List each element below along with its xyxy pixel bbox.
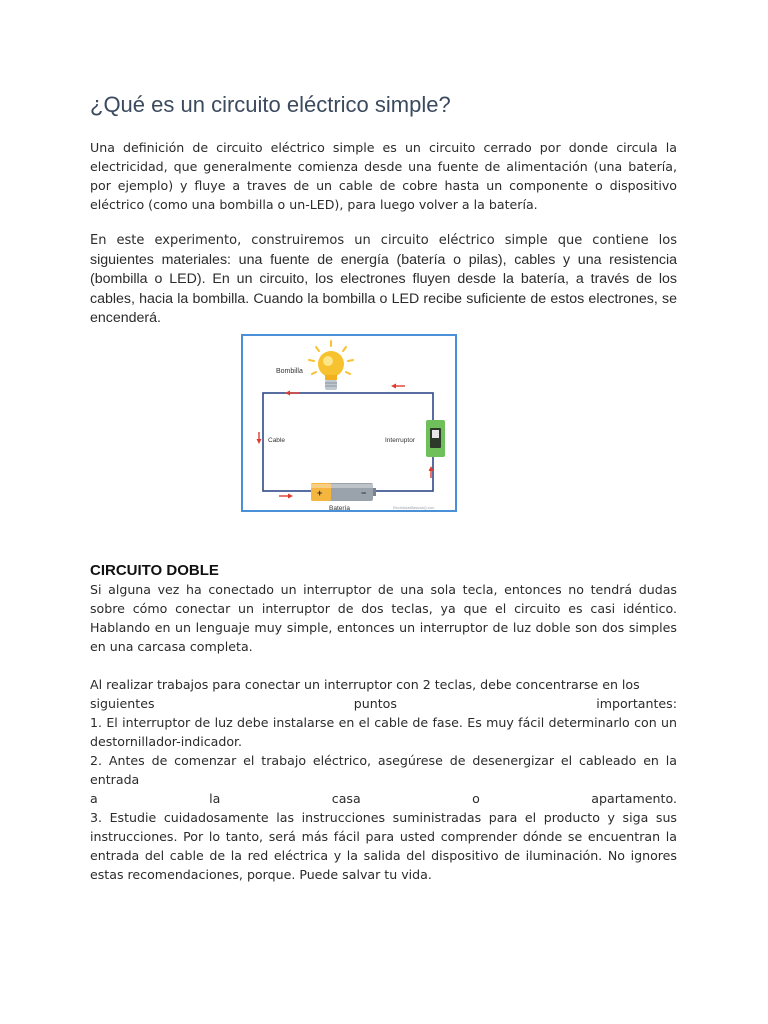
switch-icon xyxy=(426,420,445,457)
battery-label: Batería xyxy=(329,505,350,510)
section-heading: CIRCUITO DOBLE xyxy=(90,562,219,579)
spread-word: la xyxy=(209,791,221,806)
step-item-1: 1. El interruptor de luz debe instalarse en el cable de fase. Es muy fácil determinarlo con un destornillador-indicador. xyxy=(90,715,677,749)
intro-paragraph: Una definición de circuito eléctrico simple es un circuito cerrado por donde circula la electricidad, que generalmente comienza desde una fuente de alimentación (una batería, por ejemplo) y fluye a traves de un cable de cobre hasta un componente o dispositivo eléctrico (como una bombilla o un-LED), para luego volver a la batería. xyxy=(90,140,677,212)
steps-intro-spread xyxy=(90,694,677,713)
circuit-diagram xyxy=(241,334,457,512)
arrow-top-left-icon xyxy=(285,391,299,396)
watermark: ElectricidadBasicaAQ.com xyxy=(393,506,435,510)
spread-word: casa xyxy=(331,791,361,806)
experiment-rest: siguientes materiales: una fuente de energía (batería o pilas), cables y una resistencia (bombilla o LED). En un circuito, los electrones fluyen desde la batería, a través de los cables, hacia la bombilla. Cuando la bombilla o LED recibe suficiente de estos electrones, se encenderá. xyxy=(90,251,677,326)
double-circuit-paragraph: Si alguna vez ha conectado un interruptor de una sola tecla, entonces no tendrá dudas sobre cómo conectar un interruptor de dos teclas, ya que el circuito es casi idéntico. Hablando en un lenguaje muy simple, entonces un interruptor de luz doble son dos simples en una carcasa completa. xyxy=(90,582,677,654)
arrow-top-right-icon xyxy=(391,384,405,389)
step-item-2-spread xyxy=(90,789,677,808)
spread-word: apartamento. xyxy=(591,791,677,806)
spread-word: puntos xyxy=(353,696,397,711)
steps-block xyxy=(90,675,677,884)
experiment-lead: En este experimento, construiremos un circuito eléctrico simple que contiene los xyxy=(90,233,677,248)
bulb-label: Bombilla xyxy=(276,368,303,375)
experiment-paragraph xyxy=(90,232,677,329)
arrow-bottom-icon xyxy=(279,494,293,499)
switch-label: Interruptor xyxy=(385,437,415,444)
step-item-3: 3. Estudie cuidadosamente las instrucciones suministradas para el producto y siga sus instrucciones. Por lo tanto, será más fácil para usted comprender dónde se encuentran la entrada del cable de la red eléctrica y la salida del dispositivo de iluminación. No ignores estas recomendaciones, porque. Puede salvar tu vida. xyxy=(90,810,677,882)
battery-minus: − xyxy=(361,488,367,498)
circuit-svg xyxy=(243,336,455,510)
spread-word: importantes: xyxy=(596,696,677,711)
steps-intro-line: Al realizar trabajos para conectar un interruptor con 2 teclas, debe concentrarse en los xyxy=(90,677,640,692)
step-item-2-line: 2. Antes de comenzar el trabajo eléctrico, asegúrese de desenergizar el cableado en la entrada xyxy=(90,753,677,787)
page-title: ¿Qué es un circuito eléctrico simple? xyxy=(90,92,451,117)
arrow-left-down-icon xyxy=(257,432,262,444)
cable-label: Cable xyxy=(268,437,285,444)
spread-word: a xyxy=(90,791,98,806)
bulb-icon xyxy=(309,341,353,390)
spread-word: o xyxy=(472,791,480,806)
battery-plus: + xyxy=(317,488,323,498)
spread-word: siguientes xyxy=(90,696,155,711)
